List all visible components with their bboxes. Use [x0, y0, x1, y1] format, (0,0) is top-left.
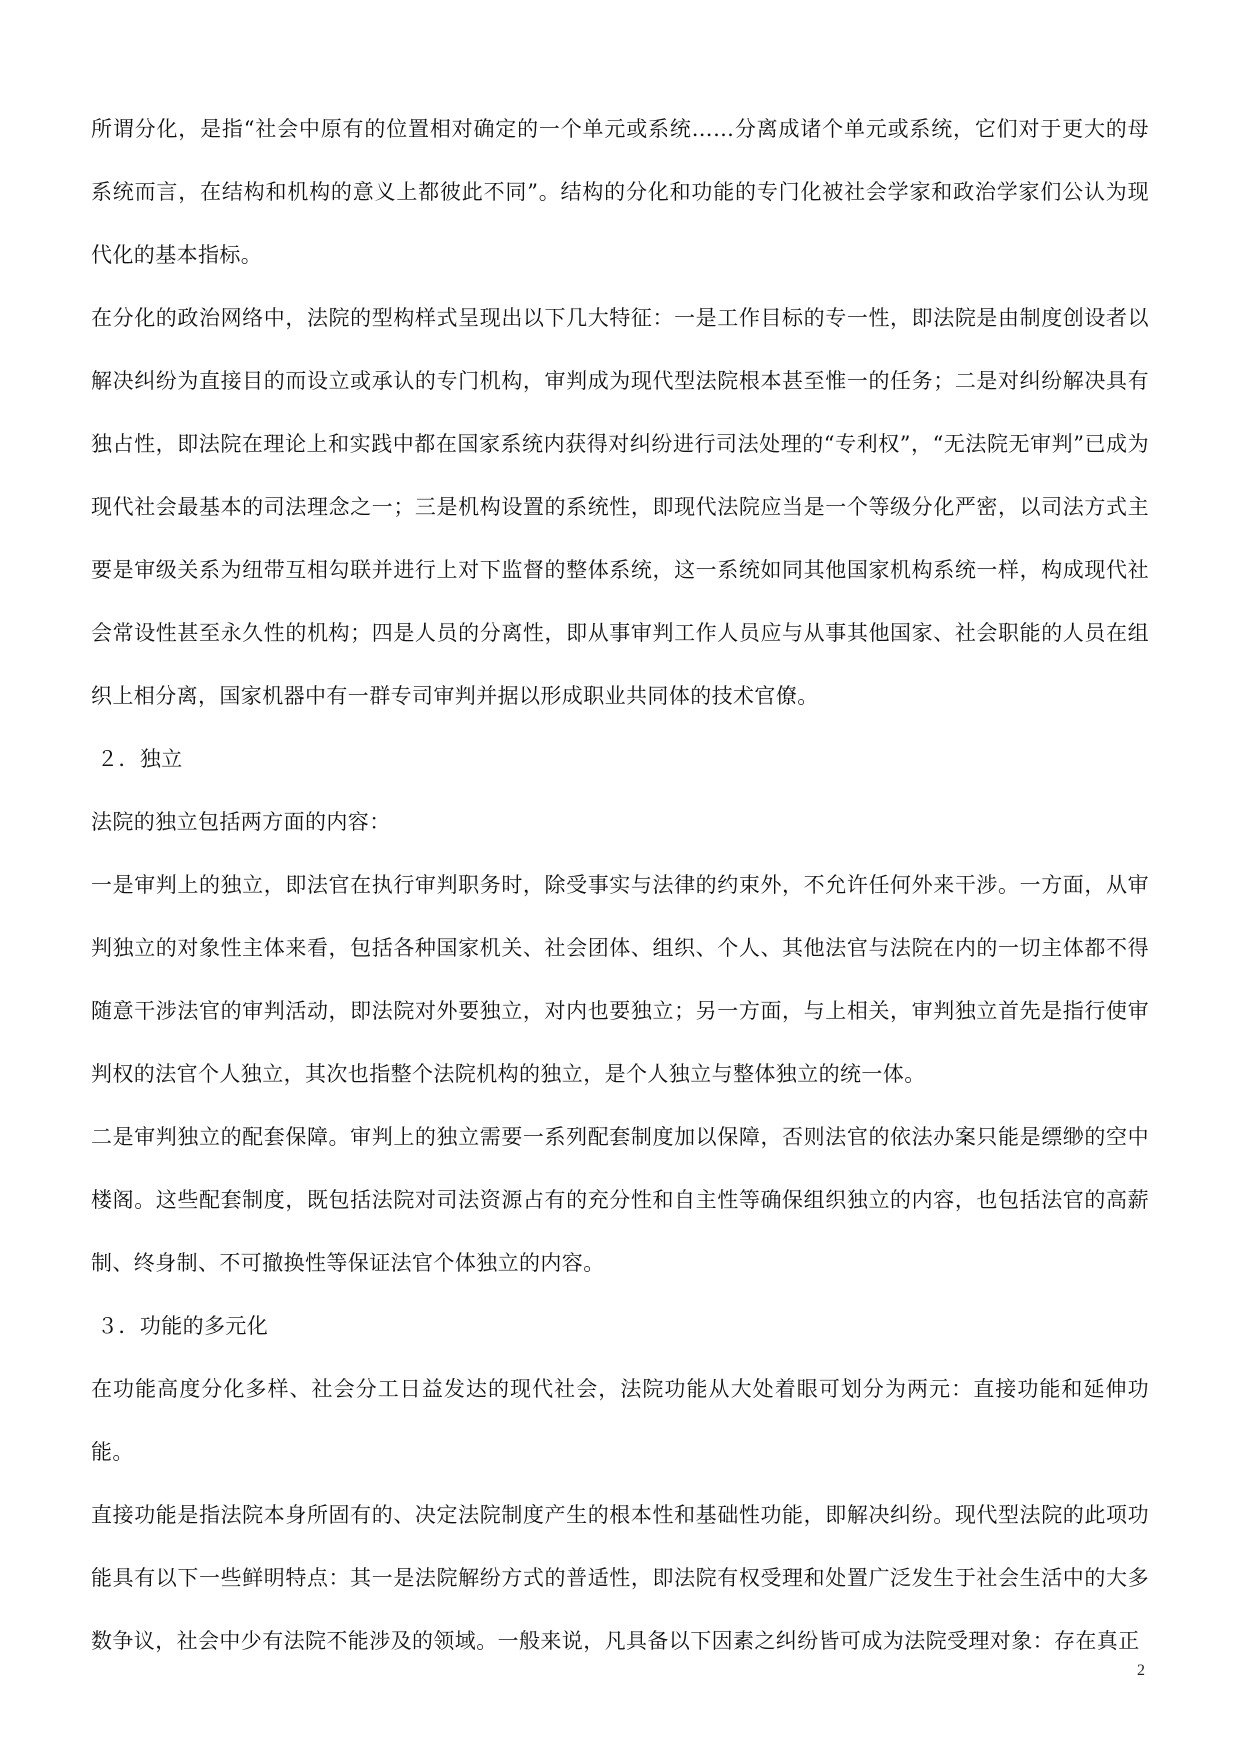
page-number: 2 — [1137, 1662, 1145, 1679]
paragraph-independence-intro: 法院的独立包括两方面的内容： — [91, 810, 391, 834]
document-body — [91, 98, 1149, 1673]
paragraph-differentiation-definition: 所谓分化，是指“社会中原有的位置相对确定的一个单元或系统……分离成诸个单元或系统，它们对于更大的母系统而言，在结构和机构的意义上都彼此不同”。结构的分化和功能的专门化被社会学家和政治学家们公认为现代化的基本指标。 — [91, 117, 1149, 267]
section-title: 功能的多元化 — [139, 1314, 269, 1338]
paragraph-function-division: 在功能高度分化多样、社会分工日益发达的现代社会，法院功能从大处着眼可划分为两元：直接功能和延伸功能。 — [91, 1377, 1149, 1464]
section-heading-diversified-functions — [91, 1295, 1149, 1358]
section-title: 独立 — [139, 747, 183, 771]
paragraph-direct-function: 直接功能是指法院本身所固有的、决定法院制度产生的根本性和基础性功能，即解决纠纷。现代型法院的此项功能具有以下一些鲜明特点：其一是法院解纷方式的普适性，即法院有权受理和处置广泛发生于社会生活中的大多数争议，社会中少有法院不能涉及的领域。一般来说，凡具备以下因素之纠纷皆可成为法院受理对象：存在真正 — [91, 1503, 1149, 1653]
paragraph-court-features: 在分化的政治网络中，法院的型构样式呈现出以下几大特征：一是工作目标的专一性，即法院是由制度创设者以解决纠纷为直接目的而设立或承认的专门机构，审判成为现代型法院根本甚至惟一的任务；二是对纠纷解决具有独占性，即法院在理论上和实践中都在国家系统内获得对纠纷进行司法处理的“专利权”，“无法院无审判”已成为现代社会最基本的司法理念之一；三是机构设置的系统性，即现代法院应当是一个等级分化严密，以司法方式主要是审级关系为纽带互相勾联并进行上对下监督的整体系统，这一系统如同其他国家机构系统一样，构成现代社会常设性甚至永久性的机构；四是人员的分离性，即从事审判工作人员应与从事其他国家、社会职能的人员在组织上相分离，国家机器中有一群专司审判并据以形成职业共同体的技术官僚。 — [91, 306, 1149, 708]
section-heading-independence — [91, 728, 1149, 791]
section-number: ２． — [97, 747, 140, 771]
paragraph-independence-safeguards: 二是审判独立的配套保障。审判上的独立需要一系列配套制度加以保障，否则法官的依法办案只能是缥缈的空中楼阁。这些配套制度，既包括法院对司法资源占有的充分性和自主性等确保组织独立的内容，也包括法官的高薪制、终身制、不可撤换性等保证法官个体独立的内容。 — [91, 1125, 1149, 1275]
paragraph-judicial-independence: 一是审判上的独立，即法官在执行审判职务时，除受事实与法律的约束外，不允许任何外来干涉。一方面，从审判独立的对象性主体来看，包括各种国家机关、社会团体、组织、个人、其他法官与法院在内的一切主体都不得随意干涉法官的审判活动，即法院对外要独立，对内也要独立；另一方面，与上相关，审判独立首先是指行使审判权的法官个人独立，其次也指整个法院机构的独立，是个人独立与整体独立的统一体。 — [91, 873, 1149, 1086]
section-number: ３． — [97, 1314, 140, 1338]
